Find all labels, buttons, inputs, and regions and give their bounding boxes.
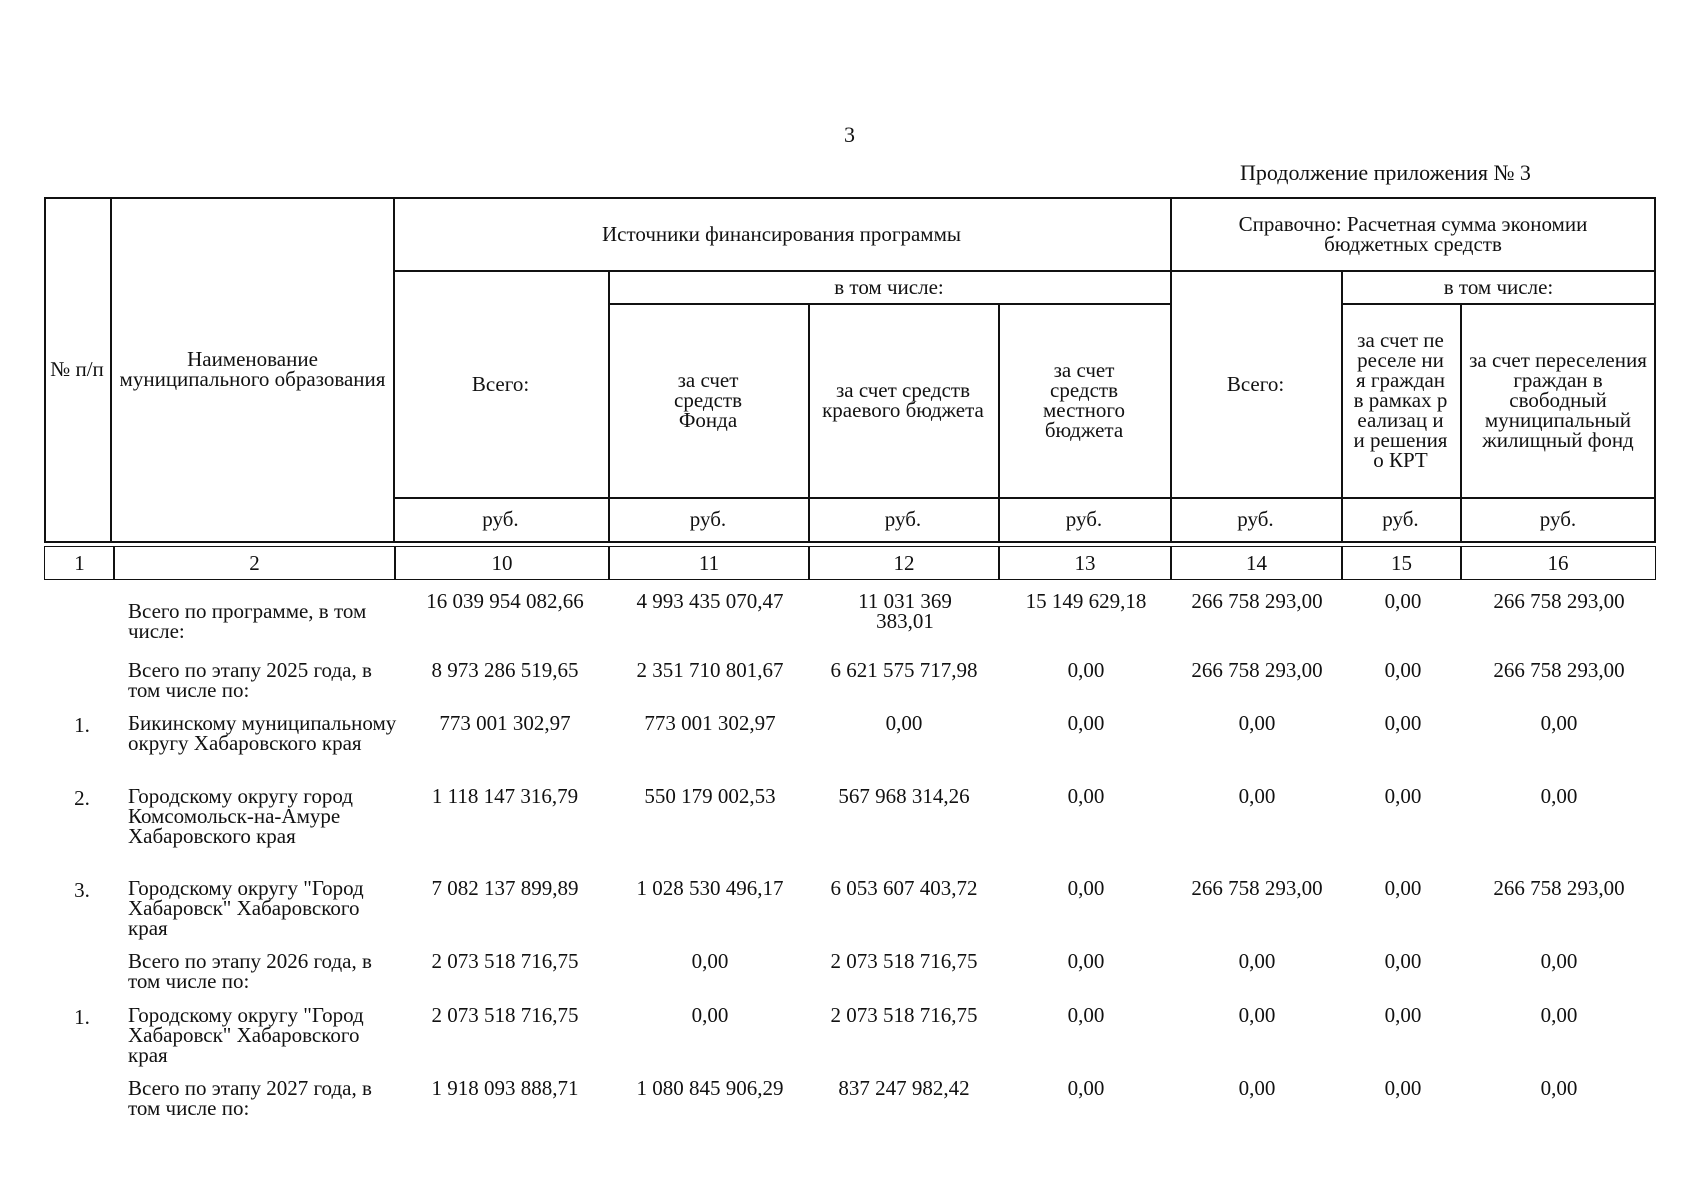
header-reference: Справочно: Расчетная сумма экономии бюджетных средств <box>1238 211 1588 256</box>
value-total: 7 082 137 899,89 <box>431 876 579 900</box>
value-fund: 773 001 302,97 <box>644 711 776 735</box>
value-local: 0,00 <box>1067 1076 1105 1100</box>
value-krt: 0,00 <box>1384 784 1422 808</box>
value-fund: 1 028 530 496,17 <box>636 876 784 900</box>
header-including-1: в том числе: <box>834 274 944 299</box>
row-name: Городскому округу город Комсомольск-на-Амуре Хабаровского края <box>128 784 353 848</box>
value-total-2: 0,00 <box>1238 1076 1276 1100</box>
row-name: Городскому округу "Город Хабаровск" Хабаровского края <box>128 1003 364 1067</box>
value-total-2: 0,00 <box>1238 1003 1276 1027</box>
page-number: 3 <box>844 122 855 147</box>
header-regional: за счет средств краевого бюджета <box>822 378 984 422</box>
value-local: 0,00 <box>1067 949 1105 973</box>
value-free-fund: 266 758 293,00 <box>1493 658 1625 682</box>
row-name: Всего по этапу 2026 года, в том числе по: <box>128 949 372 993</box>
col-number: 11 <box>698 550 720 575</box>
unit-cell: руб. <box>689 507 727 531</box>
value-fund: 1 080 845 906,29 <box>636 1076 784 1100</box>
header-fund: за счет средств Фонда <box>674 368 742 432</box>
row-number: 1. <box>74 1005 90 1029</box>
value-regional: 11 031 369 383,01 <box>858 589 952 633</box>
unit-cell: руб. <box>1539 507 1577 531</box>
value-free-fund: 266 758 293,00 <box>1493 589 1625 613</box>
value-local: 0,00 <box>1067 711 1105 735</box>
unit-cell: руб. <box>1382 507 1419 531</box>
value-total: 2 073 518 716,75 <box>431 949 579 973</box>
header-including-2: в том числе: <box>1443 274 1554 299</box>
value-local: 15 149 629,18 <box>1025 589 1147 613</box>
value-fund: 4 993 435 070,47 <box>636 589 784 613</box>
value-total-2: 0,00 <box>1238 949 1276 973</box>
value-regional: 567 968 314,26 <box>838 784 970 808</box>
row-name: Всего по этапу 2025 года, в том числе по: <box>128 658 372 702</box>
value-fund: 0,00 <box>691 1003 729 1027</box>
col-number: 14 <box>1246 550 1267 575</box>
value-local: 0,00 <box>1067 1003 1105 1027</box>
value-regional: 2 073 518 716,75 <box>830 949 978 973</box>
unit-cell: руб. <box>482 507 519 531</box>
row-name: Бикинскому муниципальному округу Хабаровского края <box>128 711 397 755</box>
row-number: 2. <box>74 786 90 810</box>
col-number: 10 <box>491 550 513 575</box>
value-local: 0,00 <box>1067 658 1105 682</box>
header-total-1: Всего: <box>471 371 530 396</box>
value-total: 1 918 093 888,71 <box>431 1076 579 1100</box>
appendix-note: Продолжение приложения № 3 <box>1240 160 1531 185</box>
header-total-2: Всего: <box>1226 371 1285 396</box>
value-free-fund: 266 758 293,00 <box>1493 876 1625 900</box>
value-regional: 2 073 518 716,75 <box>830 1003 978 1027</box>
header-sources: Источники финансирования программы <box>602 221 961 246</box>
value-fund: 0,00 <box>691 949 729 973</box>
row-name: Всего по программе, в том числе: <box>128 599 367 643</box>
value-regional: 0,00 <box>885 711 923 735</box>
col-number: 15 <box>1391 550 1412 575</box>
value-free-fund: 0,00 <box>1540 1076 1578 1100</box>
col-number: 16 <box>1547 550 1569 575</box>
col-number: 1 <box>74 550 85 575</box>
value-krt: 0,00 <box>1384 1003 1422 1027</box>
row-name: Всего по этапу 2027 года, в том числе по: <box>128 1076 372 1120</box>
value-local: 0,00 <box>1067 876 1105 900</box>
value-regional: 837 247 982,42 <box>838 1076 970 1100</box>
value-krt: 0,00 <box>1384 1076 1422 1100</box>
header-num: № п/п <box>50 357 104 381</box>
value-free-fund: 0,00 <box>1540 711 1578 735</box>
value-free-fund: 0,00 <box>1540 1003 1578 1027</box>
row-name: Городскому округу "Город Хабаровск" Хабаровского края <box>128 876 364 940</box>
value-total: 16 039 954 082,66 <box>426 589 584 613</box>
value-fund: 2 351 710 801,67 <box>636 658 784 682</box>
row-number: 3. <box>74 878 90 902</box>
value-total-2: 266 758 293,00 <box>1191 876 1323 900</box>
header-name: Наименование муниципального образования <box>119 347 386 391</box>
unit-cell: руб. <box>1237 507 1274 531</box>
value-total: 2 073 518 716,75 <box>431 1003 579 1027</box>
col-number: 12 <box>893 550 915 575</box>
value-total: 8 973 286 519,65 <box>431 658 579 682</box>
value-total: 1 118 147 316,79 <box>431 784 579 808</box>
value-free-fund: 0,00 <box>1540 784 1578 808</box>
row-number: 1. <box>74 713 90 737</box>
value-regional: 6 621 575 717,98 <box>830 658 978 682</box>
value-total-2: 266 758 293,00 <box>1191 589 1323 613</box>
value-free-fund: 0,00 <box>1540 949 1578 973</box>
value-total-2: 0,00 <box>1238 711 1276 735</box>
value-total-2: 266 758 293,00 <box>1191 658 1323 682</box>
unit-cell: руб. <box>884 507 922 531</box>
value-krt: 0,00 <box>1384 589 1422 613</box>
value-krt: 0,00 <box>1384 658 1422 682</box>
header-free-fund: за счет переселения граждан в свободный муниципальный жилищный фонд <box>1469 348 1647 452</box>
value-total-2: 0,00 <box>1238 784 1276 808</box>
header-local: за счет средств местного бюджета <box>1043 358 1125 442</box>
col-number: 13 <box>1074 550 1096 575</box>
value-fund: 550 179 002,53 <box>644 784 776 808</box>
unit-cell: руб. <box>1065 507 1103 531</box>
value-local: 0,00 <box>1067 784 1105 808</box>
col-number: 2 <box>249 550 260 575</box>
value-krt: 0,00 <box>1384 711 1422 735</box>
header-krt: за счет переселе ния граждан в рамках реализац ии решения о КРТ <box>1353 328 1448 472</box>
value-krt: 0,00 <box>1384 949 1422 973</box>
value-regional: 6 053 607 403,72 <box>830 876 978 900</box>
value-krt: 0,00 <box>1384 876 1422 900</box>
value-total: 773 001 302,97 <box>439 711 571 735</box>
